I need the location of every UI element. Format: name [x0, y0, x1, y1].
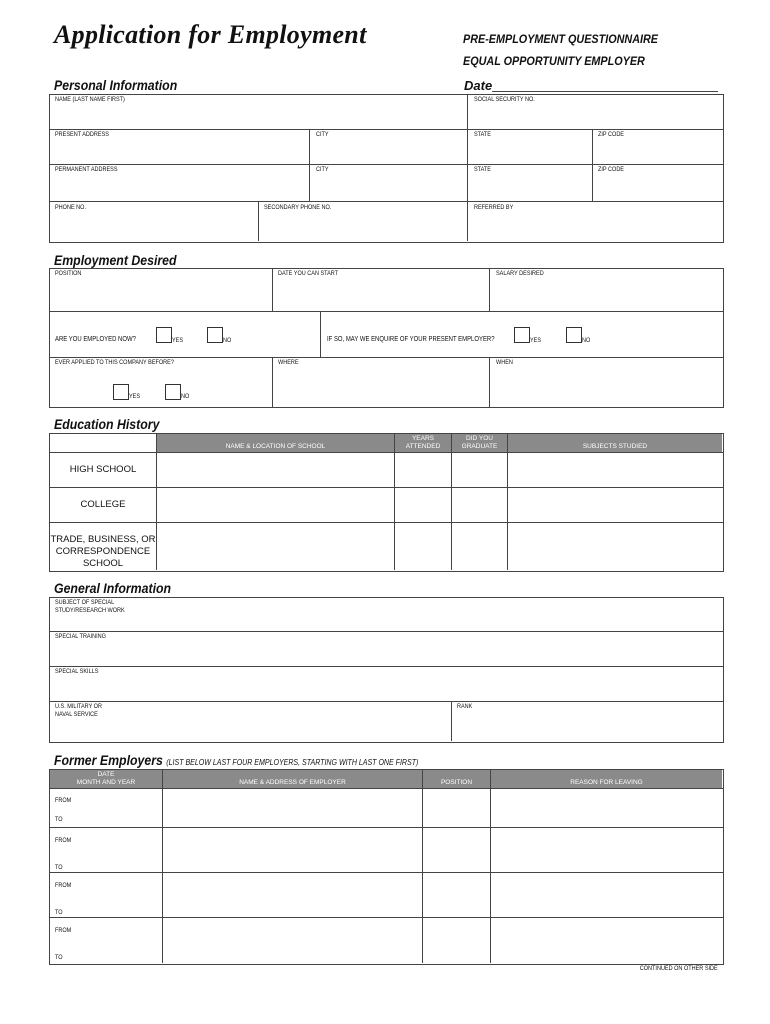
divider	[49, 487, 723, 488]
employer1-from-label: FROM	[55, 797, 72, 804]
enquire-no-label: NO	[582, 337, 591, 344]
employed-no-checkbox[interactable]	[207, 327, 223, 343]
continued-note: CONTINUED ON OTHER SIDE	[640, 965, 718, 972]
divider	[489, 268, 490, 311]
divider	[49, 522, 723, 523]
special-study-label: SUBJECT OF SPECIAL STUDY/RESEARCH WORK	[55, 599, 125, 614]
divider	[49, 872, 723, 873]
employer3-to-label: TO	[55, 909, 63, 916]
enquire-yes-label: YES	[530, 337, 542, 344]
start-date-label: DATE YOU CAN START	[278, 270, 339, 277]
divider	[451, 433, 452, 570]
divider	[394, 433, 395, 570]
divider	[49, 827, 723, 828]
applied-no-label: NO	[181, 393, 190, 400]
col-position-header: POSITION	[440, 779, 473, 786]
col-graduate-header: DID YOU GRADUATE	[461, 435, 498, 450]
employer4-to-label: TO	[55, 954, 63, 961]
divider	[272, 357, 273, 407]
enquire-yes-checkbox[interactable]	[514, 327, 530, 343]
section-education-heading: Education History	[54, 416, 160, 432]
row-trade-school: TRADE, BUSINESS, OR CORRESPONDENCE SCHOOL	[50, 534, 156, 569]
row-college: COLLEGE	[80, 499, 126, 510]
divider	[592, 129, 593, 201]
where-label: WHERE	[278, 359, 299, 366]
divider	[49, 311, 723, 312]
subtitle-eoe: EQUAL OPPORTUNITY EMPLOYER	[463, 54, 645, 68]
divider	[156, 433, 157, 570]
divider	[272, 268, 273, 311]
divider	[49, 701, 723, 702]
date-label: Date	[464, 78, 493, 93]
employer2-from-label: FROM	[55, 837, 72, 844]
subtitle-questionnaire: PRE-EMPLOYMENT QUESTIONNAIRE	[463, 32, 659, 46]
section-former-heading	[54, 752, 418, 768]
when-label: WHEN	[496, 359, 513, 366]
applied-yes-label: YES	[129, 393, 141, 400]
employed-no-label: NO	[223, 337, 232, 344]
permanent-zip-label: ZIP CODE	[598, 166, 625, 173]
enquire-no-checkbox[interactable]	[566, 327, 582, 343]
salary-label: SALARY DESIRED	[496, 270, 544, 277]
permanent-state-label: STATE	[474, 166, 491, 173]
section-general-heading: General Information	[54, 580, 172, 596]
permanent-city-label: CITY	[316, 166, 329, 173]
employed-yes-label: YES	[172, 337, 184, 344]
divider	[467, 94, 468, 241]
divider	[320, 311, 321, 357]
enquire-label: IF SO, MAY WE ENQUIRE OF YOUR PRESENT EMPLOYER?	[327, 336, 495, 343]
special-skills-label: SPECIAL SKILLS	[55, 668, 99, 675]
divider	[49, 452, 723, 453]
employed-now-label: ARE YOU EMPLOYED NOW?	[55, 336, 136, 343]
employer1-to-label: TO	[55, 816, 63, 823]
employer3-from-label: FROM	[55, 882, 72, 889]
former-heading-text: Former Employers	[54, 752, 163, 768]
divider	[49, 788, 723, 789]
divider	[507, 433, 508, 570]
phone-label: PHONE NO.	[55, 204, 87, 211]
applied-yes-checkbox[interactable]	[113, 384, 129, 400]
divider	[49, 666, 723, 667]
date-field[interactable]	[492, 91, 718, 92]
divider	[49, 357, 723, 358]
divider	[451, 701, 452, 741]
referred-by-label: REFERRED BY	[474, 204, 514, 211]
divider	[258, 201, 259, 241]
section-employment-heading: Employment Desired	[54, 252, 177, 268]
col-years-header: YEARS ATTENDED	[405, 435, 441, 450]
divider	[49, 917, 723, 918]
rank-label: RANK	[457, 703, 473, 710]
applied-before-label: EVER APPLIED TO THIS COMPANY BEFORE?	[55, 359, 174, 366]
col-employer-header: NAME & ADDRESS OF EMPLOYER	[239, 779, 346, 786]
position-label: POSITION	[55, 270, 82, 277]
employer4-from-label: FROM	[55, 927, 72, 934]
section-personal-heading: Personal Information	[54, 77, 178, 93]
present-state-label: STATE	[474, 131, 491, 138]
employed-yes-checkbox[interactable]	[156, 327, 172, 343]
col-reason-header: REASON FOR LEAVING	[570, 779, 643, 786]
col-subjects-header: SUBJECTS STUDIED	[582, 443, 648, 450]
ssn-field-label: SOCIAL SECURITY NO.	[474, 96, 535, 103]
divider	[49, 631, 723, 632]
col-school-header: NAME & LOCATION OF SCHOOL	[225, 443, 326, 450]
divider	[489, 357, 490, 407]
general-box	[49, 597, 724, 743]
divider	[490, 769, 491, 963]
permanent-address-label: PERMANENT ADDRESS	[55, 166, 118, 173]
col-date-header: DATE	[97, 771, 115, 778]
special-training-label: SPECIAL TRAINING	[55, 633, 106, 640]
form-title: Application for Employment	[54, 20, 367, 49]
former-employers-table	[49, 769, 724, 965]
divider	[49, 164, 723, 165]
applied-no-checkbox[interactable]	[165, 384, 181, 400]
name-field-label: NAME (LAST NAME FIRST)	[55, 96, 125, 103]
divider	[309, 129, 310, 201]
divider	[162, 769, 163, 963]
employer2-to-label: TO	[55, 864, 63, 871]
military-label: U.S. MILITARY OR NAVAL SERVICE	[55, 703, 102, 718]
divider	[422, 769, 423, 963]
present-zip-label: ZIP CODE	[598, 131, 625, 138]
divider	[49, 201, 723, 202]
divider	[49, 129, 723, 130]
present-address-label: PRESENT ADDRESS	[55, 131, 109, 138]
secondary-phone-label: SECONDARY PHONE NO.	[264, 204, 332, 211]
former-note: (LIST BELOW LAST FOUR EMPLOYERS, STARTING WITH LAST ONE FIRST)	[166, 758, 419, 767]
row-high-school: HIGH SCHOOL	[69, 464, 137, 475]
present-city-label: CITY	[316, 131, 329, 138]
col-date-subheader: MONTH AND YEAR	[76, 779, 136, 786]
